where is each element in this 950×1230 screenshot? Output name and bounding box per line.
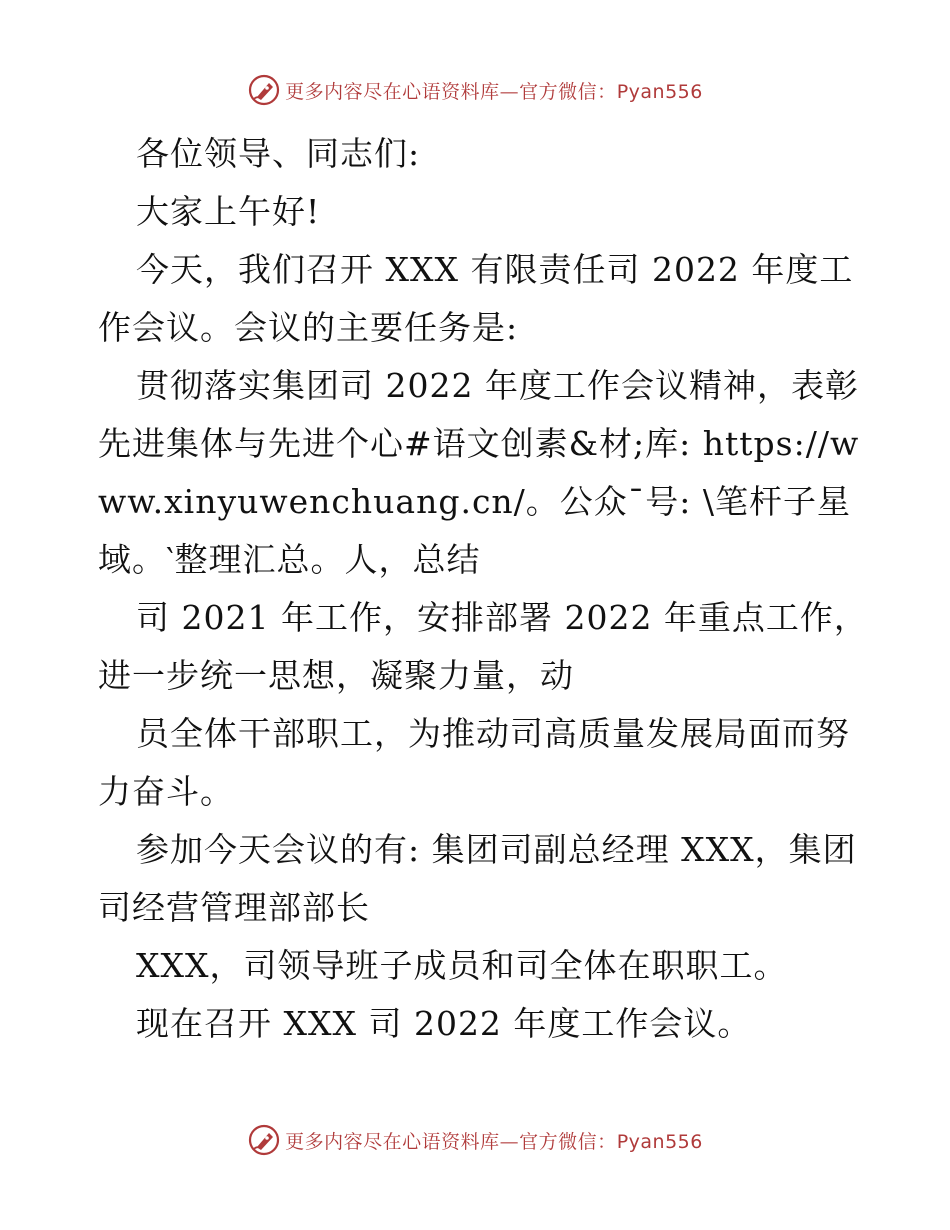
doc-line: 域。‵整理汇总。人，总结 [98,540,481,579]
watermark-text [285,1127,703,1154]
watermark-separator: — [499,80,520,103]
header-watermark-banner [0,70,950,110]
doc-line: 现在召开 XXX 司 2022 年度工作会议。 [136,1004,752,1043]
doc-line: 贯彻落实集团司 2022 年度工作会议精神，表彰 [136,366,859,405]
doc-line: 今天，我们召开 XXX 有限责任司 2022 年度工 [136,250,854,289]
doc-line: 进一步统一思想，凝聚力量，动 [98,656,574,695]
doc-line: 司 2021 年工作，安排部署 2022 年重点工作， [136,598,868,637]
watermark-wechat-label: 官方微信： [519,1130,617,1153]
doc-line: 各位领导、同志们: [136,134,421,173]
document-body [98,125,868,1053]
pen-nib-circle-logo-icon [247,73,281,107]
pen-nib-circle-logo-icon [247,1123,281,1157]
watermark-wechat-label: 官方微信： [519,80,617,103]
doc-line: 先进集体与先进个心#语文创素&材;库: https://w [98,424,860,463]
doc-line: 员全体干部职工，为推动司高质量发展局面而努 [136,714,850,753]
watermark-text [285,77,703,104]
doc-line: 参加今天会议的有: 集团司副总经理 XXX，集团 [136,830,857,869]
watermark-separator: — [499,1130,520,1153]
doc-line: XXX，司领导班子成员和司全体在职职工。 [136,946,788,985]
doc-line: 大家上午好! [136,192,321,231]
doc-line: 司经营管理部部长 [98,888,370,927]
watermark-main-text: 更多内容尽在心语资料库 [285,80,500,103]
footer-watermark-banner [0,1120,950,1160]
doc-line: ww.xinyuwenchuang.cn/。公众¯号: \笔杆子星 [98,482,852,521]
doc-line: 作会议。会议的主要任务是: [98,308,519,347]
watermark-main-text: 更多内容尽在心语资料库 [285,1130,500,1153]
watermark-wechat-id: Pyan556 [616,80,703,103]
doc-line: 力奋斗。 [98,772,234,811]
watermark-wechat-id: Pyan556 [616,1130,703,1153]
